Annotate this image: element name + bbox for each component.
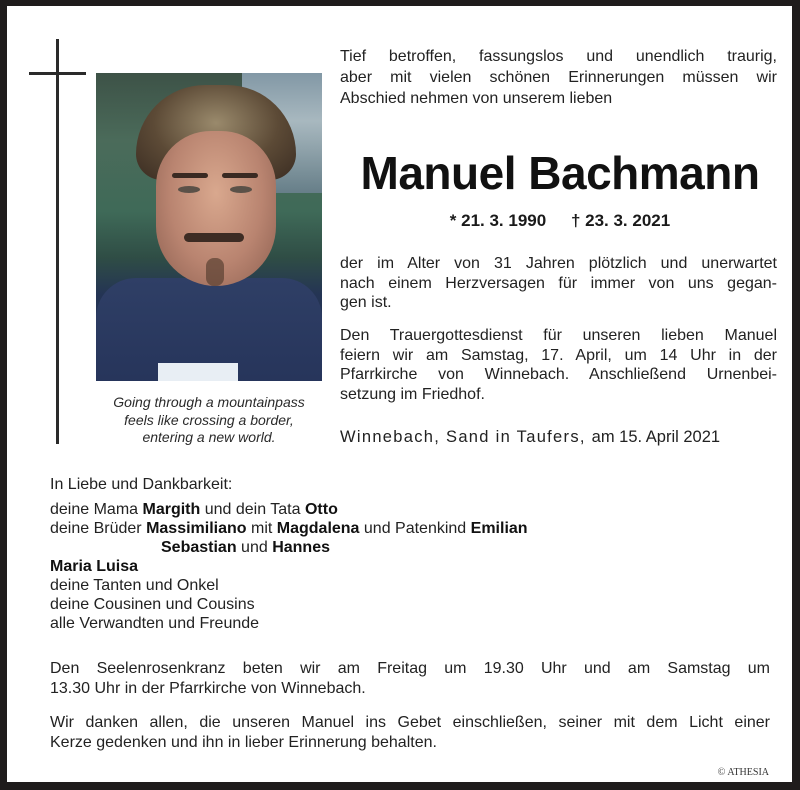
intro-line: Tief betroffen, fassungslos und unendlich traurig, [340,48,777,65]
paragraph-line: gen ist. [340,294,392,311]
place-and-date [340,428,777,447]
family-heading: In Liebe und Dankbarkeit: [50,476,233,493]
intro-line: Abschied nehmen von unserem lieben [340,90,613,107]
family-line: deine Cousinen und Cousins [50,596,255,613]
family-line: alle Verwandten und Freunde [50,615,260,632]
birth-date: * 21. 3. 1990 [449,211,547,230]
paragraph-line: 13.30 Uhr in der Pfarrkirche von Winnebach. [50,680,366,697]
photo-caption [89,394,329,447]
paragraph-line: setzung im Friedhof. [340,385,485,403]
goatee [206,258,224,286]
paragraph-line: Pfarrkirche von Winnebach. Anschließend Urnenbei- [340,366,777,383]
paragraph-line: Den Trauergottesdienst für unseren lieben Manuel [340,327,777,344]
shirt-print [158,363,238,381]
deceased-name: Manuel Bachmann [360,147,760,199]
right-eye [230,186,252,193]
text: und Patenkind [359,520,471,537]
left-eyebrow [172,173,208,178]
obituary-notice [7,6,792,782]
intro-line: aber mit vielen schönen Erinnerungen müssen wir [340,69,777,86]
paragraph-line: nach einem Herzversagen für immer von uns gegan- [340,274,777,292]
service-paragraph [340,326,777,404]
intro-text [340,46,777,109]
relative-name: Maria Luisa [50,558,139,575]
family-line-brothers-2 [50,538,770,557]
family-line-parents [50,500,770,519]
notice-date: am 15. April 2021 [591,428,721,446]
cross-icon-vertical [56,39,59,444]
right-eyebrow [222,173,258,178]
brother-name: Hannes [272,539,330,556]
cross-icon-horizontal [29,72,86,75]
text: deine Brüder [50,520,147,537]
paragraph-line: der im Alter von 31 Jahren plötzlich und unerwartet [340,255,777,272]
mother-name: Margith [142,501,201,518]
godchild-name: Emilian [470,520,528,537]
text: mit [246,520,277,537]
partner-name: Magdalena [276,520,360,537]
copyright: © ATHESIA [717,767,769,778]
cause-paragraph [340,254,777,313]
mustache [184,233,244,242]
place: Winnebach, Sand in Taufers, [340,428,586,446]
text: und dein Tata [200,501,305,518]
life-dates [345,211,775,231]
caption-line: feels like crossing a border, [124,411,294,428]
portrait-photo [96,73,322,381]
left-eye [178,186,200,193]
brother-name: Massimiliano [146,520,247,537]
paragraph-line: Kerze gedenken und ihn in lieber Erinnerung behalten. [50,734,437,751]
text: deine Mama [50,501,143,518]
paragraph-line: Den Seelenrosenkranz beten wir am Freitag um 19.30 Uhr und am Samstag um [50,660,770,677]
brother-name: Sebastian [161,539,237,556]
caption-line: Going through a mountainpass [113,394,305,410]
rosary-paragraph [50,659,770,699]
family-list [50,475,770,633]
family-line-brothers [50,519,770,538]
father-name: Otto [304,501,338,518]
caption-line: entering a new world. [142,429,276,445]
family-line: deine Tanten und Onkel [50,577,219,594]
thanks-paragraph [50,713,770,753]
family-line-other [50,557,770,576]
paragraph-line: feiern wir am Samstag, 17. April, um 14 Uhr in der [340,346,777,364]
paragraph-line: Wir danken allen, die unseren Manuel ins Gebet einschließen, seiner mit dem Licht einer [50,714,770,731]
death-date: † 23. 3. 2021 [570,211,671,230]
text: und [236,539,273,556]
